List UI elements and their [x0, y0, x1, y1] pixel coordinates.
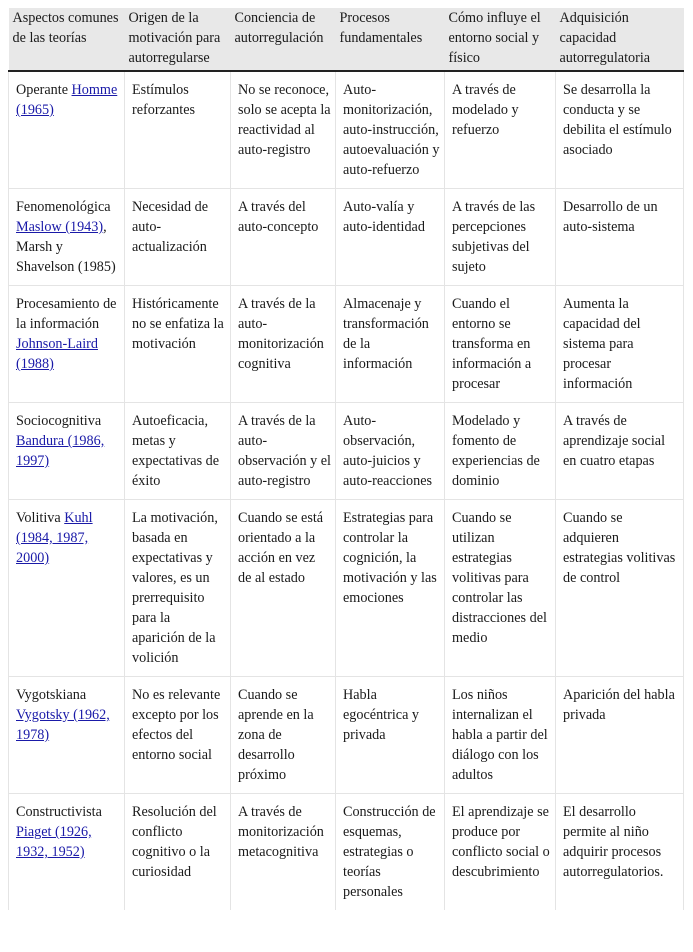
- table-cell: Auto-valía y auto-identidad: [336, 189, 445, 286]
- table-cell: Cuando el entorno se transforma en información a procesar: [445, 286, 556, 403]
- table-cell: Aparición del habla privada: [556, 677, 684, 794]
- table-cell: Estrategias para controlar la cognición, la motivación y las emociones: [336, 500, 445, 677]
- table-cell: Autoeficacia, metas y expectativas de éxito: [125, 403, 231, 500]
- table-cell: A través de monitorización metacognitiva: [231, 794, 336, 911]
- theory-name: Constructivista: [16, 804, 102, 820]
- table-cell: Modelado y fomento de experiencias de dominio: [445, 403, 556, 500]
- table-cell: Habla egocéntrica y privada: [336, 677, 445, 794]
- theory-cell: [9, 189, 125, 286]
- table-cell: La motivación, basada en expectativas y valores, es un prerrequisito para la aparición de la volición: [125, 500, 231, 677]
- table-cell: A través del auto-concepto: [231, 189, 336, 286]
- table-body: [9, 71, 684, 910]
- theory-cell: [9, 71, 125, 189]
- table-cell: Los niños internalizan el habla a partir del diálogo con los adultos: [445, 677, 556, 794]
- table-cell: A través de las percepciones subjetivas del sujeto: [445, 189, 556, 286]
- table-cell: A través de modelado y refuerzo: [445, 71, 556, 189]
- table-cell: El desarrollo permite al niño adquirir procesos autorregulatorios.: [556, 794, 684, 911]
- table-cell: Cuando se está orientado a la acción en vez de al estado: [231, 500, 336, 677]
- table-row: [9, 286, 684, 403]
- theory-reference-link[interactable]: Vygotsky (1962, 1978): [16, 707, 110, 743]
- table-cell: Auto-observación, auto-juicios y auto-reacciones: [336, 403, 445, 500]
- self-regulation-theories-table-wrapper: [8, 8, 683, 910]
- theory-cell: [9, 677, 125, 794]
- header-adquisicion: Adquisición capacidad autorregulatoria: [556, 8, 684, 71]
- theory-name: Volitiva: [16, 510, 61, 526]
- header-conciencia: Conciencia de autorregulación: [231, 8, 336, 71]
- theory-cell: [9, 794, 125, 911]
- table-cell: Cuando se aprende en la zona de desarrollo próximo: [231, 677, 336, 794]
- theory-reference-link[interactable]: Homme (1965): [16, 82, 118, 118]
- theory-name: Procesamiento de la información: [16, 296, 117, 332]
- table-cell: No es relevante excepto por los efectos del entorno social: [125, 677, 231, 794]
- theory-reference-link[interactable]: Johnson-Laird (1988): [16, 336, 98, 372]
- table-cell: A través de la auto-observación y el auto-registro: [231, 403, 336, 500]
- theory-cell: [9, 500, 125, 677]
- header-origen-motivacion: Origen de la motivación para autorregularse: [125, 8, 231, 71]
- theory-name: Sociocognitiva: [16, 413, 102, 429]
- table-cell: Aumenta la capacidad del sistema para procesar información: [556, 286, 684, 403]
- table-cell: Auto-monitorización, auto-instrucción, autoevaluación y auto-refuerzo: [336, 71, 445, 189]
- table-cell: A través de aprendizaje social en cuatro etapas: [556, 403, 684, 500]
- theory-cell: [9, 403, 125, 500]
- theory-name: Fenomenológica: [16, 199, 111, 215]
- table-row: [9, 677, 684, 794]
- table-cell: Se desarrolla la conducta y se debilita el estímulo asociado: [556, 71, 684, 189]
- theory-reference-link[interactable]: Bandura (1986, 1997): [16, 433, 105, 469]
- table-cell: Construcción de esquemas, estrategias o teorías personales: [336, 794, 445, 911]
- table-cell: No se reconoce, solo se acepta la reactividad al auto-registro: [231, 71, 336, 189]
- table-row: [9, 71, 684, 189]
- table-cell: Estímulos reforzantes: [125, 71, 231, 189]
- table-cell: A través de la auto-monitorización cognitiva: [231, 286, 336, 403]
- self-regulation-theories-table: [8, 8, 684, 910]
- table-cell: El aprendizaje se produce por conflicto social o descubrimiento: [445, 794, 556, 911]
- table-row: [9, 189, 684, 286]
- table-cell: Almacenaje y transformación de la información: [336, 286, 445, 403]
- table-row: [9, 403, 684, 500]
- table-cell: Cuando se utilizan estrategias volitivas para controlar las distracciones del medio: [445, 500, 556, 677]
- table-cell: Resolución del conflicto cognitivo o la curiosidad: [125, 794, 231, 911]
- table-header: [9, 8, 684, 71]
- theory-reference-link[interactable]: Piaget (1926, 1932, 1952): [16, 824, 92, 860]
- table-row: [9, 794, 684, 911]
- theory-name: Vygotskiana: [16, 687, 87, 703]
- table-cell: Desarrollo de un auto-sistema: [556, 189, 684, 286]
- theory-reference-link[interactable]: Kuhl (1984, 1987, 2000): [16, 510, 93, 566]
- theory-reference-link[interactable]: Maslow (1943): [16, 219, 104, 235]
- table-cell: Históricamente no se enfatiza la motivación: [125, 286, 231, 403]
- header-row: [9, 8, 684, 71]
- table-cell: Necesidad de auto-actualización: [125, 189, 231, 286]
- header-procesos: Procesos fundamentales: [336, 8, 445, 71]
- theory-name: Operante: [16, 82, 68, 98]
- table-cell: Cuando se adquieren estrategias volitivas de control: [556, 500, 684, 677]
- theory-cell: [9, 286, 125, 403]
- header-aspectos: Aspectos comunes de las teorías: [9, 8, 125, 71]
- header-entorno: Cómo influye el entorno social y físico: [445, 8, 556, 71]
- table-row: [9, 500, 684, 677]
- theory-reference-suffix: , Marsh y Shavelson (1985): [16, 219, 116, 275]
